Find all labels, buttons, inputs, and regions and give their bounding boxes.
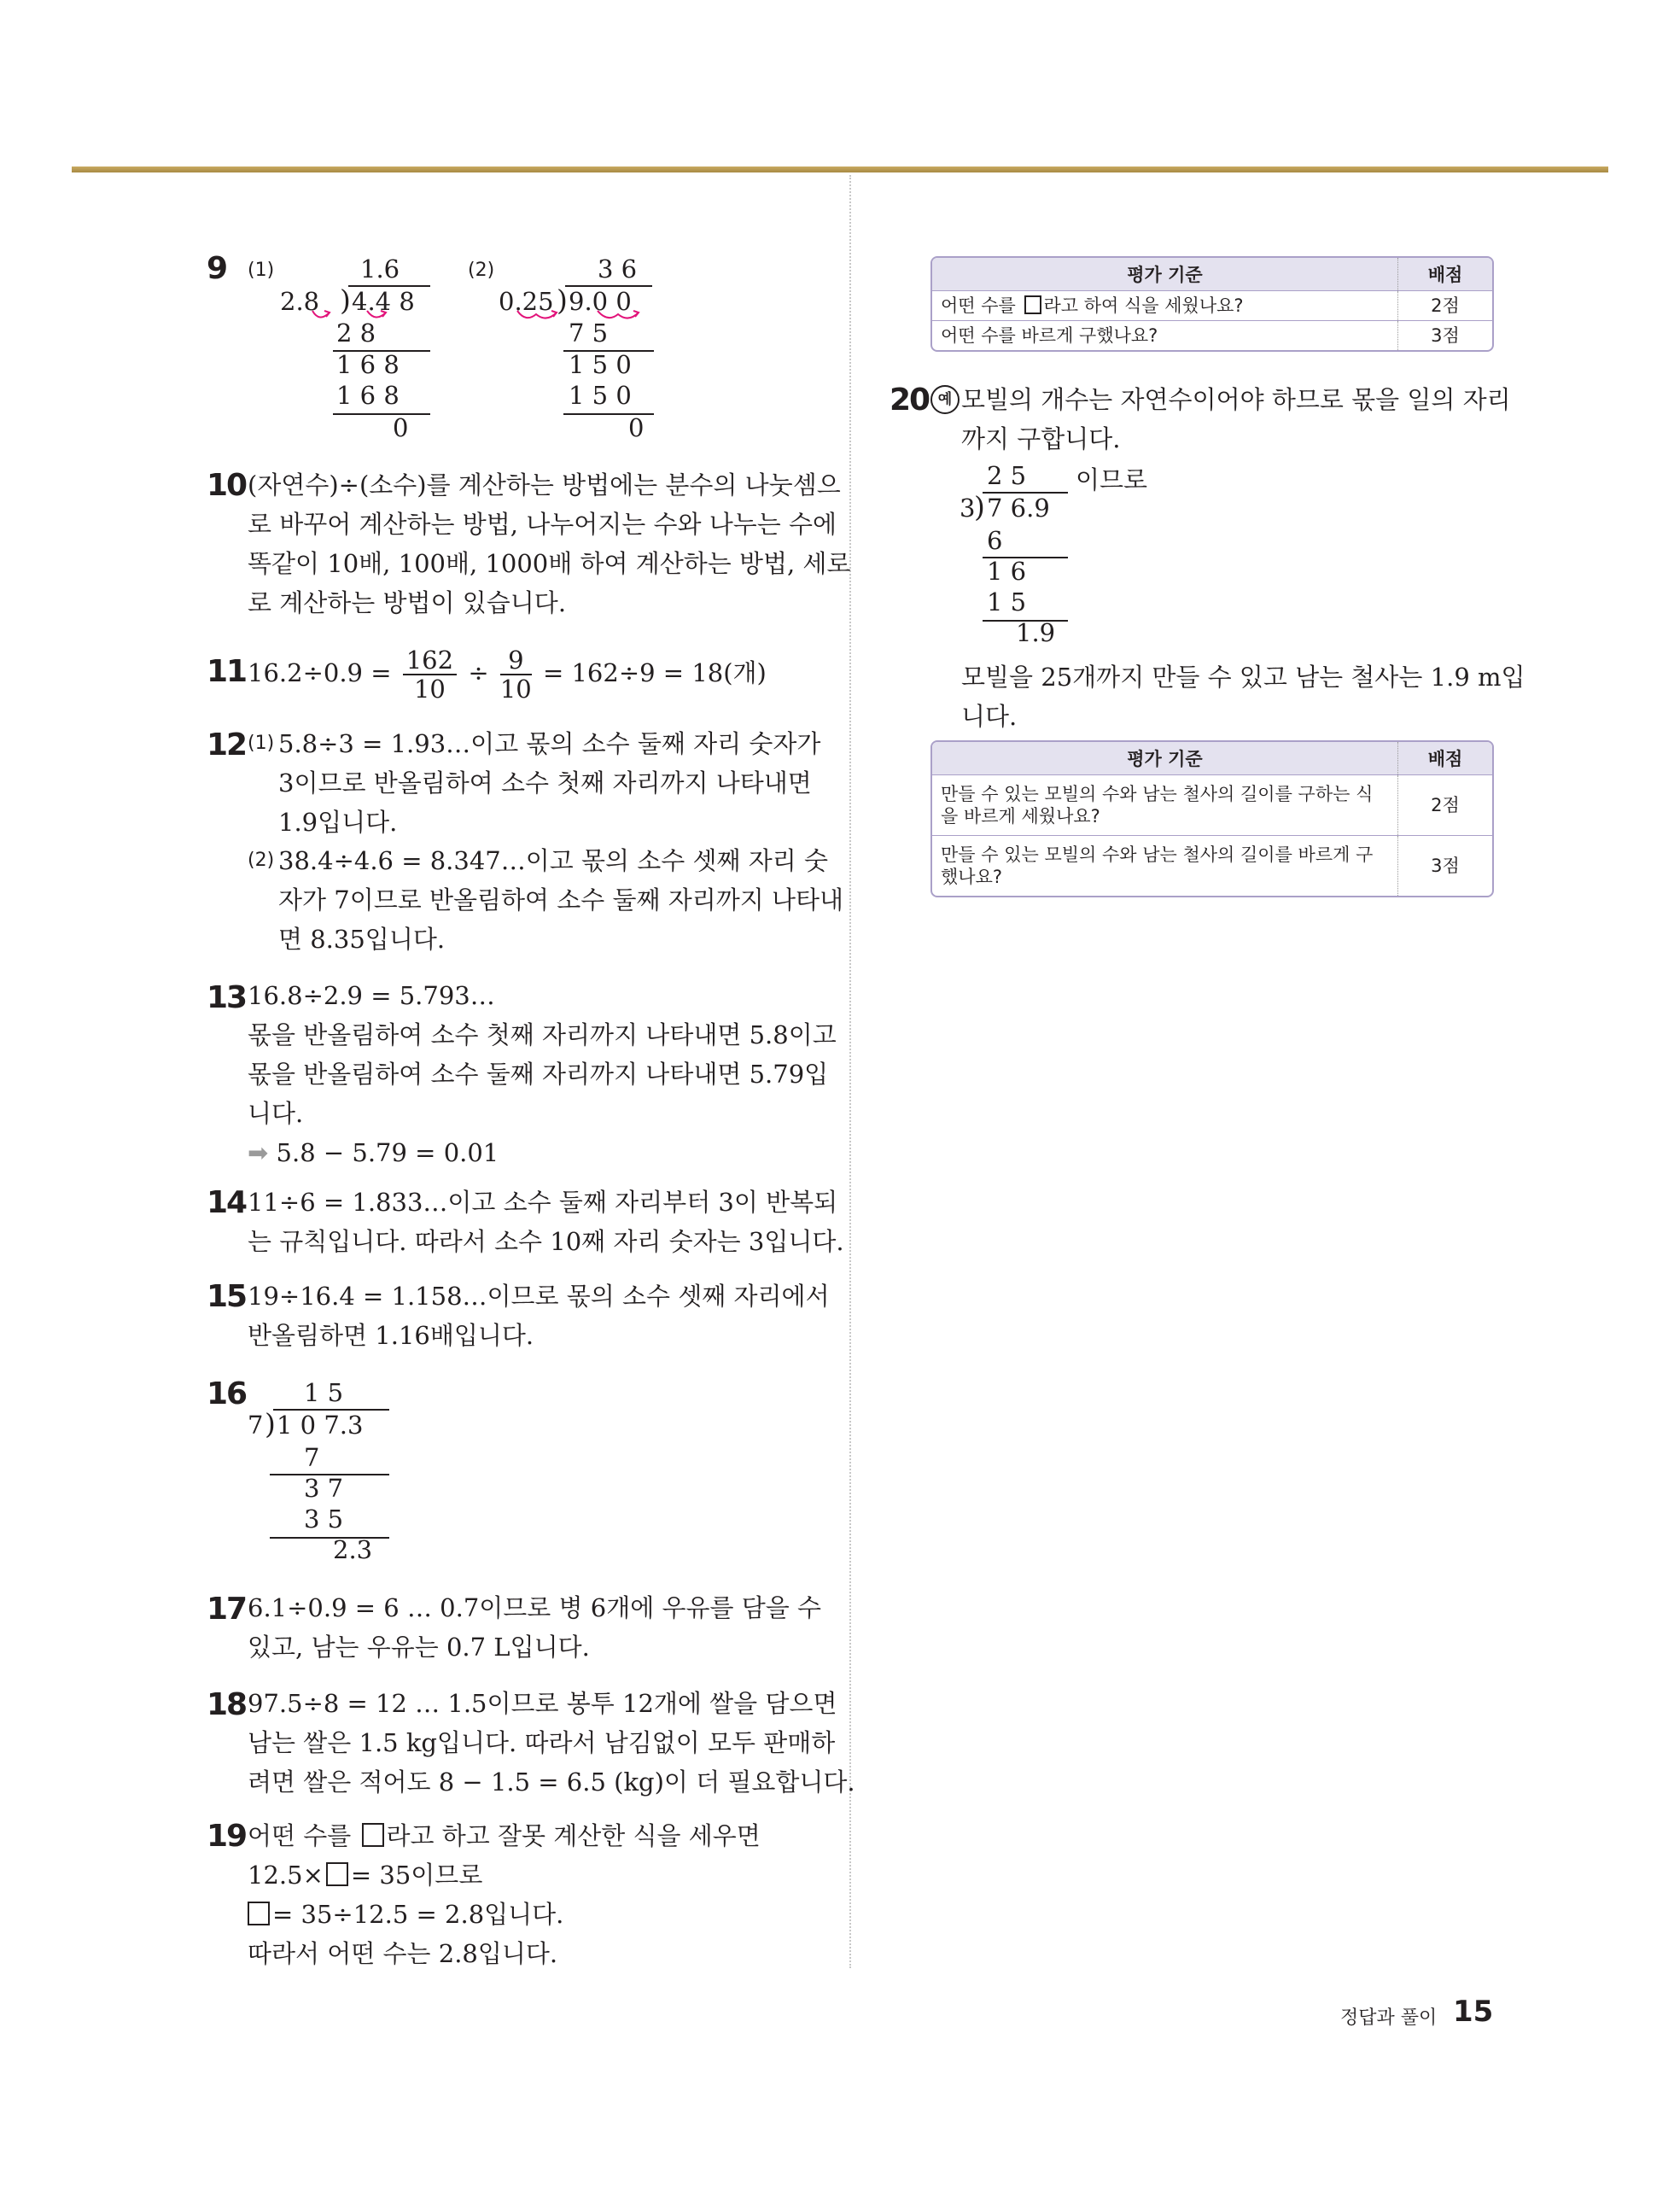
table-header: 배점 (1398, 742, 1493, 775)
right-arrow-icon: ➡ (248, 1138, 269, 1167)
text-line: 반올림하면 1.16배입니다. (248, 1321, 534, 1350)
footer-label: 정답과 풀이 (1340, 2007, 1438, 2029)
problem-19-text: 어떤 수를 라고 하고 잘못 계산한 식을 세우면 12.5× = 35이므로 = 35÷12.5 = 2.8입니다. 따라서 어떤 수는 2.8입니다. (248, 1816, 761, 1973)
blank-box (1024, 295, 1041, 314)
step-remainder-1: 3 7 (304, 1474, 344, 1503)
divisor: 3 (960, 494, 976, 523)
step-remainder-1: 1 6 8 (336, 350, 400, 379)
table-header: 평가 기준 (932, 258, 1398, 291)
step-subtract-1: 2 8 (336, 318, 376, 348)
table-row: 만들 수 있는 모빌의 수와 남는 철사의 길이를 바르게 구했나요? 3점 (932, 836, 1492, 897)
problem-number: 12 (207, 727, 247, 762)
subproblem-label: (2) (248, 850, 275, 871)
subproblem-label: (2) (468, 260, 495, 281)
problem-12-1-text (278, 724, 820, 842)
problem-18-text (248, 1684, 855, 1802)
text-line: 로 계산하는 방법이 있습니다. (248, 588, 567, 617)
table-header: 배점 (1398, 258, 1493, 291)
blank-box (362, 1823, 384, 1847)
step-remainder-2: 1.9 (1016, 618, 1056, 647)
text-line: 모빌을 25개까지 만들 수 있고 남는 철사는 1.9 m입 (961, 663, 1525, 692)
quotient: 1.6 (360, 254, 400, 283)
step-remainder-1: 1 6 (987, 557, 1027, 586)
page-number: 15 (1453, 1995, 1494, 2029)
subproblem-label: (1) (248, 733, 275, 754)
problem-13-text (248, 976, 837, 1172)
text-line: 몫을 반올림하여 소수 첫째 자리까지 나타내면 5.8이고 (248, 1020, 837, 1049)
divisor: 7 (248, 1411, 264, 1440)
problem-20-text (961, 380, 1511, 459)
problem-number: 19 (207, 1819, 247, 1854)
subproblem-label: (1) (248, 260, 275, 281)
problem-number: 18 (207, 1687, 247, 1722)
quotient: 3 6 (598, 254, 638, 283)
long-division-16: 1 5 7 ) 1 0 7.3 7 3 7 3 5 2.3 (248, 1378, 401, 1575)
problem-20-conclusion (961, 657, 1525, 736)
text-line: 몫을 반올림하여 소수 둘째 자리까지 나타내면 5.79입 (248, 1060, 829, 1089)
text-line: 똑같이 10배, 100배, 1000배 하여 계산하는 방법, 세로 (248, 549, 851, 578)
dividend: 1 0 7.3 (277, 1411, 364, 1440)
text-line: 97.5÷8 = 12 … 1.5이므로 봉투 12개에 쌀을 담으면 (248, 1689, 837, 1718)
text-line: 1.9입니다. (278, 808, 398, 837)
problem-number: 16 (207, 1376, 247, 1411)
step-remainder-2: 0 (393, 413, 409, 442)
after-division-text: 이므로 (1076, 465, 1148, 494)
text-line: 11÷6 = 1.833…이고 소수 둘째 자리부터 3이 반복되 (248, 1188, 838, 1217)
text-line: 는 규칙입니다. 따라서 소수 10째 자리 숫자는 3입니다. (248, 1227, 844, 1256)
text-line: 면 8.35입니다. (278, 925, 446, 954)
dividend: 9.0 0 (569, 287, 632, 316)
fraction: $\frac{9}{10}$ (499, 646, 532, 704)
problem-number: 13 (207, 980, 247, 1015)
operator: ÷ (468, 658, 489, 687)
text-line: 까지 구합니다. (961, 424, 1121, 453)
problem-number: 20 (890, 383, 930, 418)
quotient: 2 5 (987, 461, 1027, 490)
step-remainder-1: 1 5 0 (569, 350, 632, 379)
text-line: 니다. (961, 702, 1018, 731)
step-remainder-2: 2.3 (333, 1535, 373, 1564)
text-line: (자연수)÷(소수)를 계산하는 방법에는 분수의 나눗셈으 (248, 470, 841, 500)
table-row: 어떤 수를 라고 하여 식을 세웠나요? 2점 (932, 291, 1492, 321)
text-line: 있고, 남는 우유는 0.7 L입니다. (248, 1633, 590, 1662)
text-line: 19÷16.4 = 1.158…이므로 몫의 소수 셋째 자리에서 (248, 1282, 830, 1311)
header-rule (72, 167, 1608, 172)
step-subtract-1: 7 (304, 1443, 320, 1472)
text-line: 자가 7이므로 반올림하여 소수 둘째 자리까지 나타내 (278, 885, 844, 914)
text-line: 따라서 어떤 수는 2.8입니다. (248, 1939, 558, 1968)
step-subtract-2: 1 5 (987, 587, 1027, 616)
text-line: 려면 쌀은 적어도 8 − 1.5 = 6.5 (kg)이 더 필요합니다. (248, 1767, 855, 1797)
example-badge: 예 (930, 385, 960, 414)
divisor: 2.8 (280, 287, 320, 316)
step-remainder-2: 0 (628, 413, 645, 442)
long-division-20: 2 5 이므로 3 ) 7 6.9 6 1 6 1 5 1.9 (960, 461, 1148, 647)
table-header: 평가 기준 (932, 742, 1398, 775)
step-subtract-2: 1 5 0 (569, 381, 632, 410)
step-subtract-2: 3 5 (304, 1504, 344, 1534)
long-division-9-2: 3 6 0.25 ) 9.0 0 7 5 1 5 0 1 5 0 0 (495, 254, 666, 451)
problem-10-text (248, 465, 850, 622)
dividend: 7 6.9 (987, 494, 1050, 523)
problem-number: 11 (207, 654, 247, 689)
text-line: 남는 쌀은 1.5 kg입니다. 따라서 남김없이 모두 판매하 (248, 1728, 836, 1757)
text-line: 니다. (248, 1099, 304, 1128)
problem-14-text (248, 1183, 844, 1261)
scoring-table-20 (930, 740, 1494, 897)
step-subtract-2: 1 6 8 (336, 381, 400, 410)
equation-part: = 162÷9 = 18(개) (542, 658, 767, 687)
long-division-9-1: 1.6 2.8 ) 4.4 8 2 8 1 6 8 1 6 8 0 (273, 254, 427, 451)
problem-11-equation (248, 642, 767, 704)
text-line: 모빌의 개수는 자연수이어야 하므로 몫을 일의 자리 (961, 385, 1511, 414)
step-subtract-1: 6 (987, 526, 1003, 555)
blank-box (248, 1902, 270, 1925)
divisor: 0.25 (499, 287, 554, 316)
blank-box (326, 1862, 348, 1886)
step-subtract-1: 7 5 (569, 318, 609, 348)
scoring-table-19 (930, 256, 1494, 352)
problem-12-2-text (278, 841, 843, 959)
text-line: 16.8÷2.9 = 5.793… (248, 981, 495, 1010)
text-line: 38.4÷4.6 = 8.347…이고 몫의 소수 셋째 자리 숫 (278, 846, 828, 875)
problem-number: 10 (207, 468, 247, 503)
equation-part: 16.2÷0.9 = (248, 658, 392, 687)
problem-number: 15 (207, 1279, 247, 1314)
text-line: 5.8÷3 = 1.93…이고 몫의 소수 둘째 자리 숫자가 (278, 729, 821, 758)
fraction: $\frac{162}{10}$ (403, 646, 457, 703)
problem-number: 9 (207, 251, 227, 286)
problem-number: 14 (207, 1185, 247, 1220)
text-line: 로 바꾸어 계산하는 방법, 나누어지는 수와 나누는 수에 (248, 510, 837, 539)
problem-17-text (248, 1588, 821, 1667)
quotient: 1 5 (304, 1378, 344, 1407)
text-line: 6.1÷0.9 = 6 … 0.7이므로 병 6개에 우유를 담을 수 (248, 1593, 821, 1622)
dividend: 4.4 8 (352, 287, 415, 316)
table-row: 어떤 수를 바르게 구했나요? 3점 (932, 321, 1492, 351)
problem-number: 17 (207, 1592, 247, 1627)
problem-15-text (248, 1277, 830, 1355)
table-row: 만들 수 있는 모빌의 수와 남는 철사의 길이를 구하는 식을 바르게 세웠나요? 2점 (932, 775, 1492, 836)
result: 5.8 − 5.79 = 0.01 (276, 1138, 499, 1167)
text-line: 3이므로 반올림하여 소수 첫째 자리까지 나타내면 (278, 768, 812, 798)
